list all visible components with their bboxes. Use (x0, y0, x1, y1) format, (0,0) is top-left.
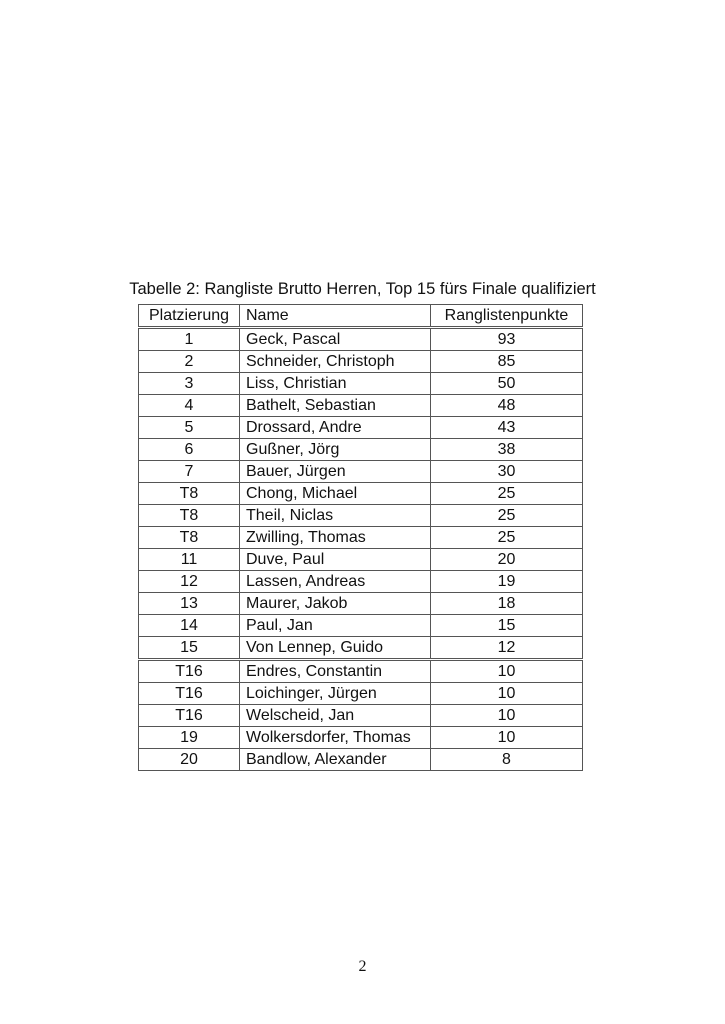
place-cell: 1 (139, 328, 240, 351)
points-cell: 30 (431, 461, 583, 483)
points-cell: 10 (431, 683, 583, 705)
table-row (139, 328, 583, 351)
place-cell: T16 (139, 705, 240, 727)
table-row (139, 705, 583, 727)
name-cell: Loichinger, Jürgen (240, 683, 431, 705)
place-cell: T8 (139, 505, 240, 527)
place-cell: 6 (139, 439, 240, 461)
points-cell: 20 (431, 549, 583, 571)
name-cell: Maurer, Jakob (240, 593, 431, 615)
name-cell: Lassen, Andreas (240, 571, 431, 593)
name-cell: Von Lennep, Guido (240, 637, 431, 660)
page-number: 2 (358, 958, 367, 975)
table-row (139, 439, 583, 461)
place-cell: 3 (139, 373, 240, 395)
place-cell: 15 (139, 637, 240, 660)
table-row (139, 571, 583, 593)
name-cell: Zwilling, Thomas (240, 527, 431, 549)
table-row (139, 417, 583, 439)
table-row (139, 549, 583, 571)
points-cell: 93 (431, 328, 583, 351)
points-cell: 18 (431, 593, 583, 615)
column-header-points: Ranglistenpunkte (431, 305, 583, 328)
table-row (139, 527, 583, 549)
name-cell: Geck, Pascal (240, 328, 431, 351)
place-cell: 12 (139, 571, 240, 593)
points-cell: 15 (431, 615, 583, 637)
column-header-name: Name (240, 305, 431, 328)
table-header-row (139, 305, 583, 328)
table-row (139, 637, 583, 660)
name-cell: Chong, Michael (240, 483, 431, 505)
place-cell: T8 (139, 527, 240, 549)
points-cell: 85 (431, 351, 583, 373)
ranking-table (138, 304, 583, 771)
name-cell: Bathelt, Sebastian (240, 395, 431, 417)
place-cell: 20 (139, 749, 240, 771)
points-cell: 25 (431, 527, 583, 549)
table-row (139, 351, 583, 373)
table-row (139, 395, 583, 417)
place-cell: 7 (139, 461, 240, 483)
table-row (139, 483, 583, 505)
name-cell: Wolkersdorfer, Thomas (240, 727, 431, 749)
column-header-place: Platzierung (139, 305, 240, 328)
name-cell: Theil, Niclas (240, 505, 431, 527)
points-cell: 10 (431, 727, 583, 749)
table-row (139, 727, 583, 749)
points-cell: 12 (431, 637, 583, 660)
name-cell: Bauer, Jürgen (240, 461, 431, 483)
table-row (139, 749, 583, 771)
place-cell: 4 (139, 395, 240, 417)
name-cell: Gußner, Jörg (240, 439, 431, 461)
table-row (139, 461, 583, 483)
points-cell: 25 (431, 505, 583, 527)
place-cell: 2 (139, 351, 240, 373)
points-cell: 19 (431, 571, 583, 593)
table-row (139, 505, 583, 527)
place-cell: 14 (139, 615, 240, 637)
name-cell: Schneider, Christoph (240, 351, 431, 373)
points-cell: 8 (431, 749, 583, 771)
points-cell: 43 (431, 417, 583, 439)
place-cell: 5 (139, 417, 240, 439)
points-cell: 25 (431, 483, 583, 505)
points-cell: 10 (431, 705, 583, 727)
name-cell: Endres, Constantin (240, 660, 431, 683)
table-row (139, 615, 583, 637)
points-cell: 50 (431, 373, 583, 395)
place-cell: 19 (139, 727, 240, 749)
points-cell: 10 (431, 660, 583, 683)
place-cell: 13 (139, 593, 240, 615)
name-cell: Duve, Paul (240, 549, 431, 571)
place-cell: T16 (139, 683, 240, 705)
points-cell: 38 (431, 439, 583, 461)
place-cell: T8 (139, 483, 240, 505)
name-cell: Paul, Jan (240, 615, 431, 637)
place-cell: T16 (139, 660, 240, 683)
table-row (139, 373, 583, 395)
table-caption: Tabelle 2: Rangliste Brutto Herren, Top 15 fürs Finale qualifiziert (129, 280, 596, 298)
name-cell: Bandlow, Alexander (240, 749, 431, 771)
name-cell: Welscheid, Jan (240, 705, 431, 727)
table-row (139, 593, 583, 615)
points-cell: 48 (431, 395, 583, 417)
table-row (139, 660, 583, 683)
name-cell: Liss, Christian (240, 373, 431, 395)
table-row (139, 683, 583, 705)
name-cell: Drossard, Andre (240, 417, 431, 439)
place-cell: 11 (139, 549, 240, 571)
